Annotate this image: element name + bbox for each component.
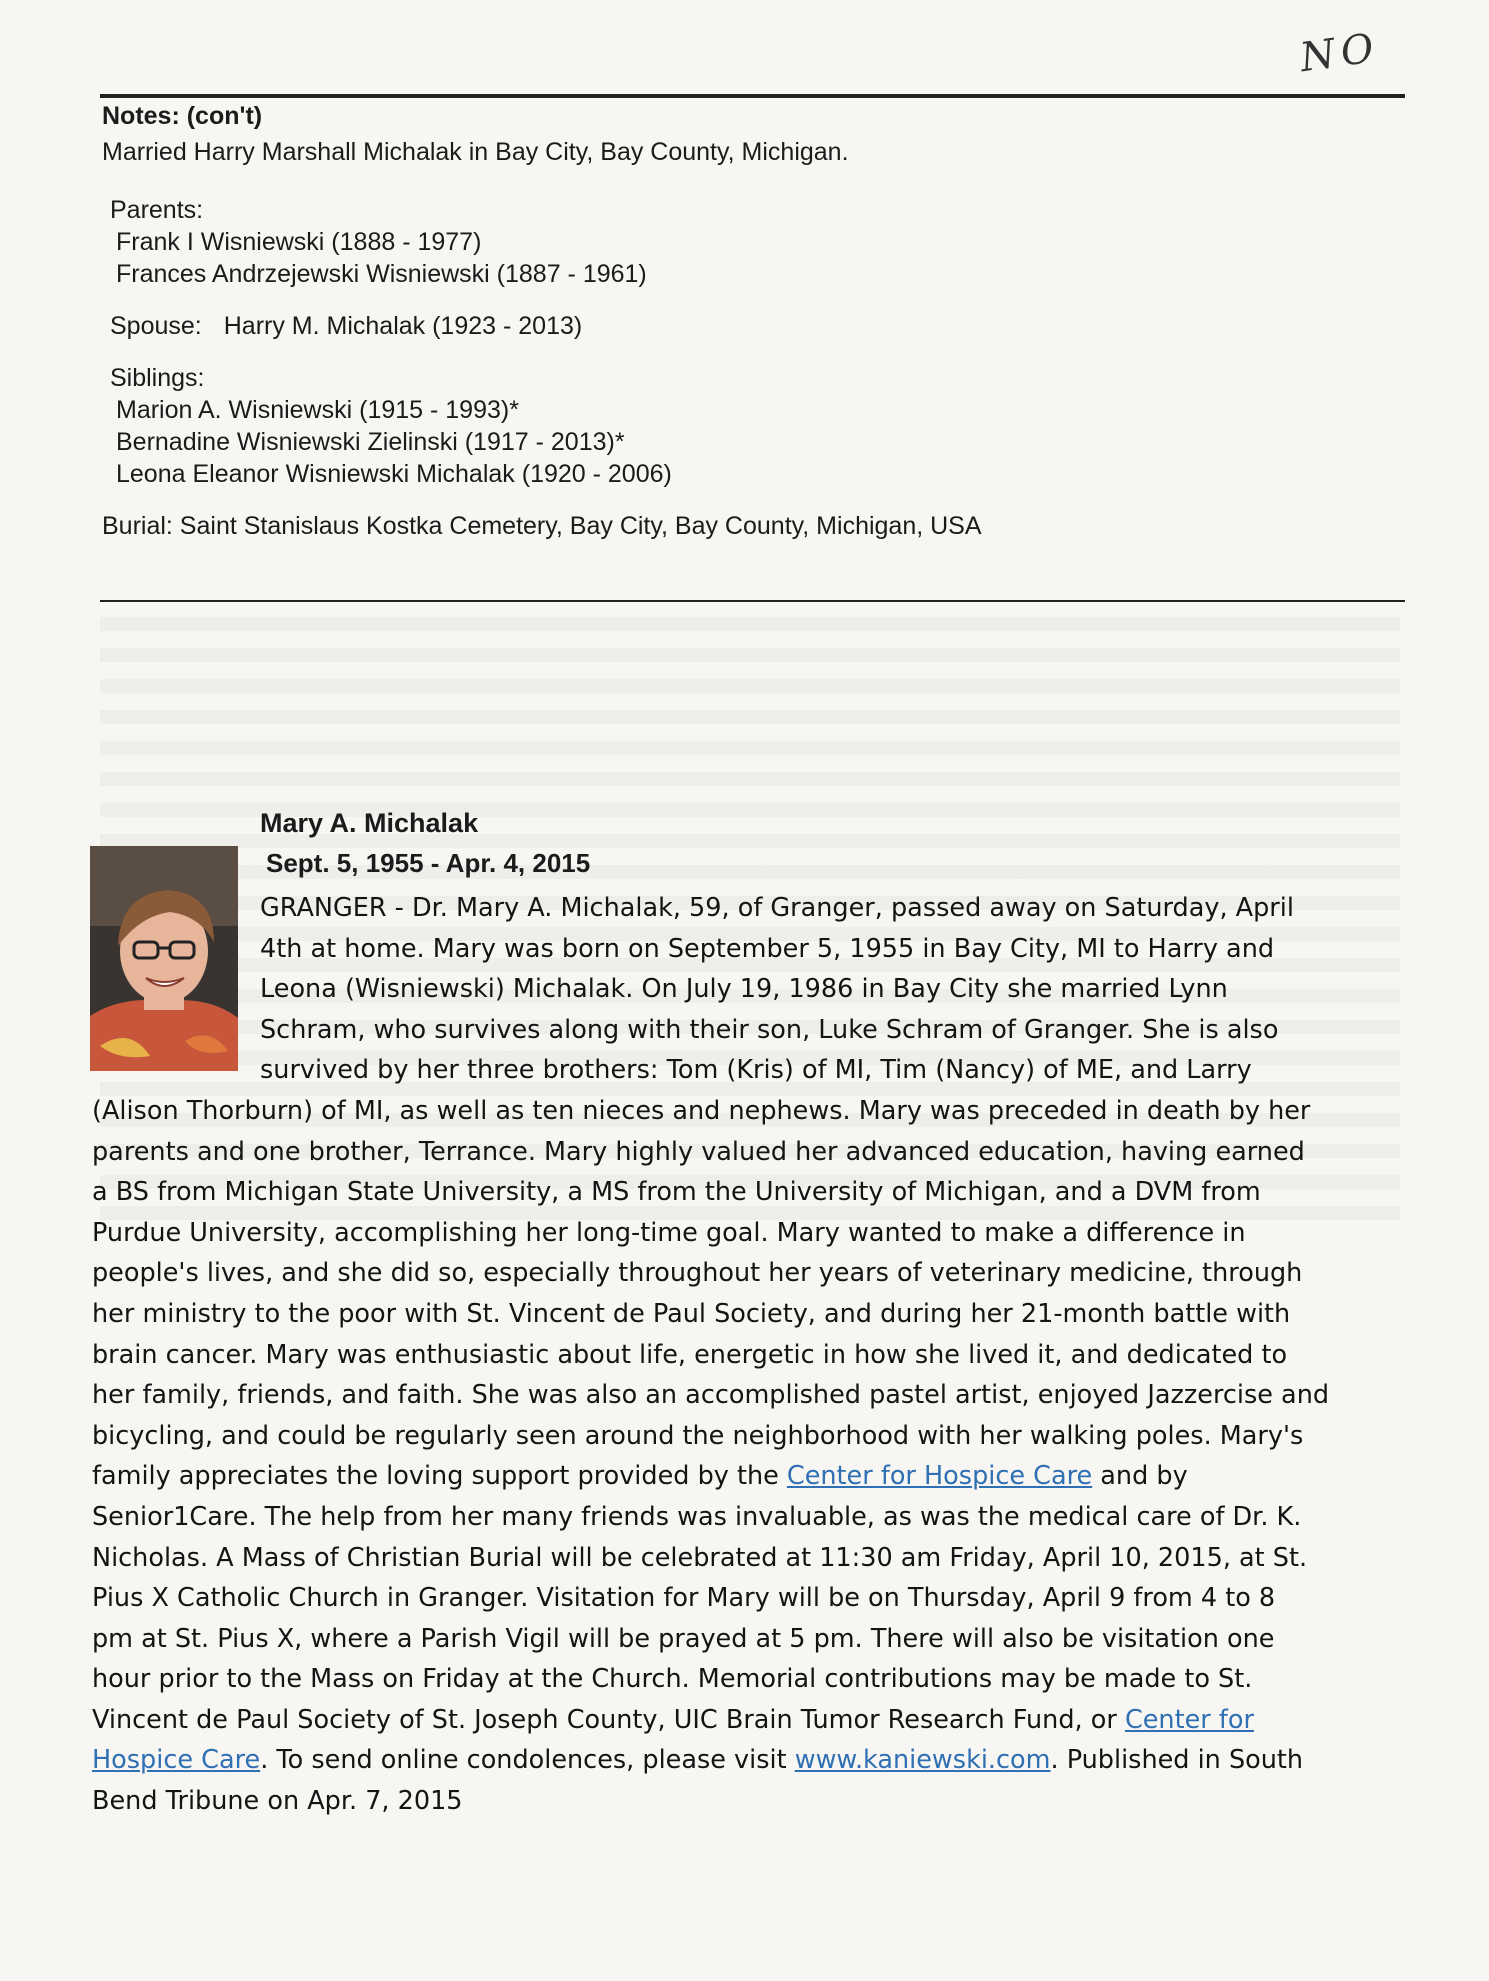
- obituary-line: Senior1Care. The help from her many friends was invaluable, as was the medical care of Dr. K.: [92, 1501, 1302, 1532]
- line-text: family appreciates the loving support provided by the: [92, 1461, 787, 1492]
- obituary-line: (Alison Thorburn) of MI, as well as ten nieces and nephews. Mary was preceded in death by her: [92, 1095, 1311, 1126]
- bottom-divider: [100, 600, 1405, 602]
- kaniewski-website-link[interactable]: www.kaniewski.com: [794, 1745, 1051, 1776]
- hospice-care-link-2[interactable]: Center for: [1124, 1704, 1254, 1735]
- hospice-care-link[interactable]: Center for Hospice Care: [786, 1461, 1093, 1492]
- obituary-line: pm at St. Pius X, where a Parish Vigil will be prayed at 5 pm. There will also be visitation one: [92, 1623, 1275, 1654]
- obituary-line: people's lives, and she did so, especially throughout her years of veterinary medicine, through: [92, 1258, 1303, 1289]
- obituary-line: [92, 1700, 1412, 1741]
- spouse-row: [102, 310, 1402, 342]
- line-text: and by: [1092, 1461, 1188, 1492]
- obituary-name: Mary A. Michalak: [260, 808, 479, 838]
- spouse-label: Spouse:: [110, 312, 202, 340]
- married-line: Married Harry Marshall Michalak in Bay City, Bay County, Michigan.: [102, 138, 849, 166]
- handwritten-mark: NO: [1297, 24, 1383, 82]
- obituary-line: Bend Tribune on Apr. 7, 2015: [92, 1786, 463, 1817]
- spouse-value: Harry M. Michalak (1923 - 2013): [223, 312, 583, 340]
- obituary-line: Pius X Catholic Church in Granger. Visitation for Mary will be on Thursday, April 9 from 4 to 8: [92, 1583, 1276, 1614]
- siblings-label: Siblings:: [110, 364, 205, 392]
- obituary-line: a BS from Michigan State University, a MS from the University of Michigan, and a DVM from: [92, 1177, 1261, 1208]
- sibling-entry: Leona Eleanor Wisniewski Michalak (1920 - 2006): [116, 460, 672, 488]
- obituary-line: 4th at home. Mary was born on September 5, 1955 in Bay City, MI to Harry and: [260, 933, 1275, 964]
- top-divider: [100, 94, 1405, 98]
- sibling-entry: Bernadine Wisniewski Zielinski (1917 - 2013)*: [116, 428, 625, 456]
- notes-heading: Notes: (con't): [102, 102, 263, 130]
- obituary-line: her ministry to the poor with St. Vincent de Paul Society, and during her 21-month battle with: [92, 1298, 1291, 1329]
- notes-section: [102, 100, 1402, 542]
- obituary-line: GRANGER - Dr. Mary A. Michalak, 59, of Granger, passed away on Saturday, April: [260, 893, 1294, 923]
- burial-line: Burial: Saint Stanislaus Kostka Cemetery, Bay City, Bay County, Michigan, USA: [102, 512, 982, 540]
- obituary-line: bicycling, and could be regularly seen around the neighborhood with her walking poles. Mary's: [92, 1420, 1304, 1451]
- obituary-line: [92, 1456, 1412, 1497]
- line-text: Vincent de Paul Society of St. Joseph County, UIC Brain Tumor Research Fund, or: [92, 1704, 1125, 1735]
- obituary-line: Schram, who survives along with their son, Luke Schram of Granger. She is also: [260, 1014, 1279, 1045]
- obituary-dates: Sept. 5, 1955 - Apr. 4, 2015: [266, 848, 591, 878]
- obituary-line: her family, friends, and faith. She was also an accomplished pastel artist, enjoyed Jazzercise and: [92, 1380, 1330, 1411]
- parent-entry: Frances Andrzejewski Wisniewski (1887 - 1961): [116, 260, 647, 288]
- parents-label: Parents:: [110, 196, 204, 224]
- line-text: . To send online condolences, please visit: [260, 1745, 795, 1776]
- sibling-entry: Marion A. Wisniewski (1915 - 1993)*: [116, 396, 519, 424]
- obituary-line: Leona (Wisniewski) Michalak. On July 19, 1986 in Bay City she married Lynn: [260, 974, 1228, 1005]
- obituary-line: survived by her three brothers: Tom (Kris) of MI, Tim (Nancy) of ME, and Larry: [260, 1055, 1252, 1086]
- parent-entry: Frank I Wisniewski (1888 - 1977): [116, 228, 482, 256]
- hospice-care-link-2-cont[interactable]: Hospice Care: [92, 1745, 261, 1776]
- obituary-line: hour prior to the Mass on Friday at the Church. Memorial contributions may be made to St.: [92, 1664, 1253, 1695]
- obituary-line: brain cancer. Mary was enthusiastic about life, energetic in how she lived it, and dedicated to: [92, 1339, 1288, 1370]
- obituary-line: Nicholas. A Mass of Christian Burial will be celebrated at 11:30 am Friday, April 10, 2015, at St.: [92, 1542, 1308, 1573]
- obituary-line: parents and one brother, Terrance. Mary highly valued her advanced education, having earned: [92, 1136, 1305, 1167]
- obituary-line: Purdue University, accomplishing her long-time goal. Mary wanted to make a difference in: [92, 1217, 1246, 1248]
- obituary-body: [92, 888, 1412, 1822]
- line-text: . Published in South: [1050, 1745, 1304, 1776]
- obituary-line: [92, 1740, 1412, 1781]
